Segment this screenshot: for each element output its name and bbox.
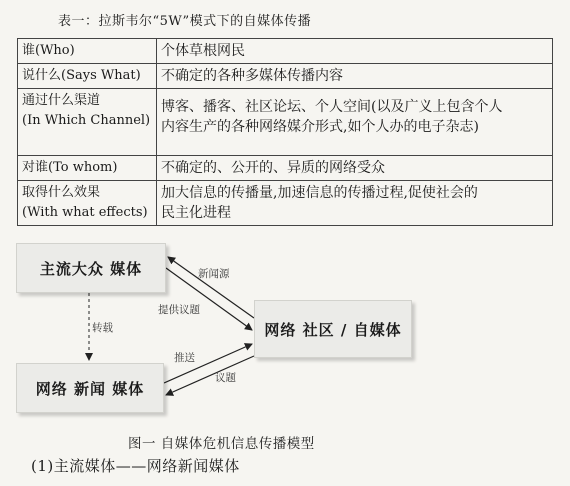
- question-line: (With what effects): [22, 205, 148, 220]
- table-cell-question: 对谁(To whom): [18, 156, 157, 181]
- question-line: 通过什么渠道: [22, 93, 101, 108]
- repost-label: 转载: [92, 322, 113, 334]
- figure-caption: 图一 自媒体危机信息传播模型: [128, 436, 315, 452]
- answer-line: 民主化进程: [161, 205, 231, 221]
- table-cell-answer: 不确定的、公开的、异质的网络受众: [157, 156, 553, 181]
- community-self-media-box: 网络 社区 / 自媒体: [254, 300, 412, 358]
- answer-line: 内容生产的各种网络媒介形式,如个人办的电子杂志): [161, 119, 479, 135]
- table-cell-answer: 个体草根网民: [157, 39, 553, 64]
- push-label: 推送: [174, 352, 195, 364]
- table-cell-question: 说什么(Says What): [18, 64, 157, 89]
- answer-line: 博客、播客、社区论坛、个人空间(以及广义上包含个人: [161, 99, 503, 115]
- network-news-media-box: 网络 新闻 媒体: [16, 363, 164, 413]
- topics-label: 议题: [215, 372, 236, 384]
- section-subheading: (1)主流媒体——网络新闻媒体: [31, 457, 240, 475]
- question-line: (In Which Channel): [22, 113, 151, 128]
- news-source-label: 新闻源: [198, 268, 230, 280]
- mainstream-media-box: 主流大众 媒体: [16, 243, 166, 293]
- provide-topics-label: 提供议题: [158, 304, 200, 316]
- table-title: 表一：拉斯韦尔“5W”模式下的自媒体传播: [58, 14, 312, 29]
- table-cell-answer: 不确定的各种多媒体传播内容: [157, 64, 553, 89]
- answer-line: 加大信息的传播量,加速信息的传播过程,促使社会的: [161, 185, 478, 201]
- table-cell-question: 谁(Who): [18, 39, 157, 64]
- question-line: 取得什么效果: [22, 185, 101, 200]
